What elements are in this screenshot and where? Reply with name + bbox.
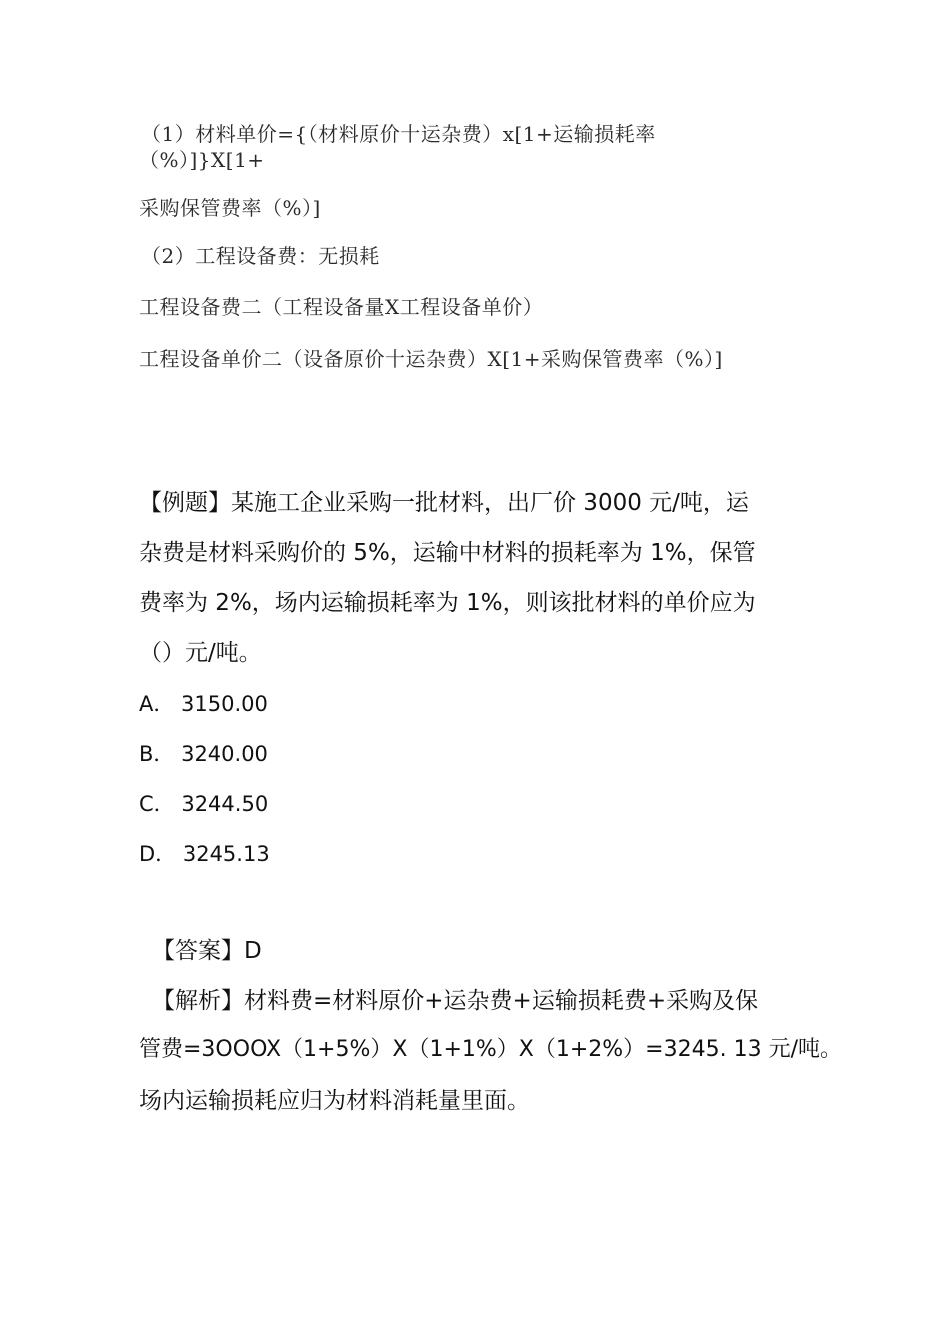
question-text-line4: （）元/吨。 <box>139 640 262 666</box>
question-text-line2: 杂费是材料采购价的 5%，运输中材料的损耗率为 1%，保管 <box>139 540 756 566</box>
option-b: B． 3240.00 <box>139 742 268 766</box>
formula-material-unit-price-line1: （1）材料单价={（材料原价十运杂费）x[1+运输损耗率 <box>141 122 656 146</box>
formula-material-unit-price-line3: 采购保管费率（%）] <box>139 196 321 220</box>
analysis-line1: 【解析】材料费=材料原价+运杂费+运输损耗费+采购及保 <box>152 988 759 1014</box>
option-d: D． 3245.13 <box>139 842 270 866</box>
formula-equipment-cost: 工程设备费二（工程设备量X工程设备单价） <box>139 295 544 319</box>
question-text-line3: 费率为 2%，场内运输损耗率为 1%，则该批材料的单价应为 <box>139 590 756 616</box>
analysis-line3: 场内运输损耗应归为材料消耗量里面。 <box>139 1088 530 1114</box>
formula-equipment-unit-price: 工程设备单价二（设备原价十运杂费）X[1+采购保管费率（%）] <box>139 347 723 371</box>
option-c: C． 3244.50 <box>139 792 269 816</box>
analysis-line2: 管费=3OOOX（1+5%）X（1+1%）X（1+2%）=3245. 13 元/吨。 <box>139 1037 842 1062</box>
formula-equipment-heading: （2）工程设备费：无损耗 <box>141 244 380 268</box>
option-a: A． 3150.00 <box>139 692 268 716</box>
question-text-line1: 【例题】某施工企业采购一批材料，出厂价 3000 元/吨，运 <box>139 490 749 516</box>
answer-line: 【答案】D <box>152 938 262 964</box>
formula-material-unit-price-line2: （%）]}X[1+ <box>139 148 265 172</box>
